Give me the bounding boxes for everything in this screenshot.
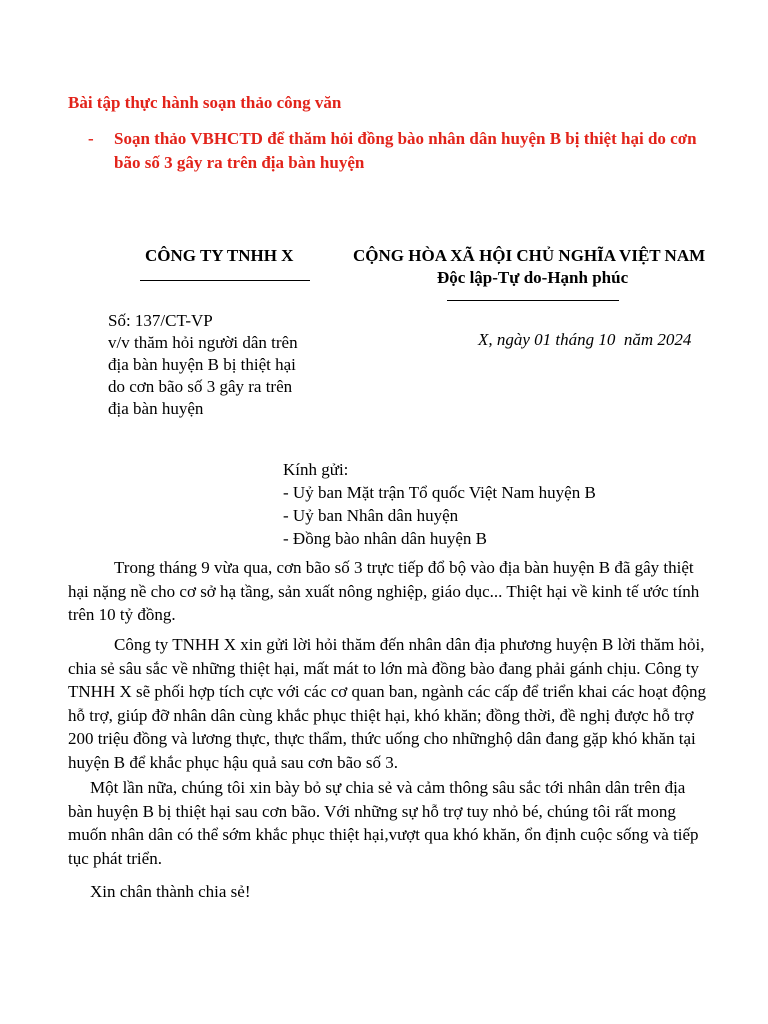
closing-line: Xin chân thành chia sẻ! <box>90 882 251 901</box>
exercise-task-bullet: - <box>88 129 94 148</box>
national-motto: Độc lập-Tự do-Hạnh phúc <box>437 268 629 287</box>
recipient-item: - Đồng bào nhân dân huyện B <box>283 529 487 548</box>
company-name: CÔNG TY TNHH X <box>145 246 294 265</box>
recipient-item: - Uỷ ban Nhân dân huyện <box>283 506 459 525</box>
exercise-task-text: Soạn thảo VBHCTD để thăm hỏi đồng bào nhân dân huyện B bị thiệt hại do cơn bão số 3 gây ra trên địa bàn huyện <box>114 129 697 172</box>
recipient-item: - Uỷ ban Mặt trận Tổ quốc Việt Nam huyện B <box>283 483 596 502</box>
document-subject-line: địa bàn huyện B bị thiệt hại <box>108 355 296 374</box>
exercise-task <box>88 127 708 175</box>
body-paragraph: Công ty TNHH X xin gửi lời hỏi thăm đến nhân dân địa phương huyện B lời thăm hỏi, chia sẻ sâu sắc về những thiệt hại, mất mát to lớn mà đồng bào đang phải gánh chịu. Công ty TNHH X sẽ phối hợp tích cực với các cơ quan ban, ngành các cấp để triển khai các hoạt động hỗ trợ, giúp đỡ nhân dân cùng khắc phục thiệt hại, khó khăn; đồng thời, đề nghị được hỗ trợ 200 triệu đồng và lương thực, thực thẩm, thức uống cho nhữnghộ dân đang gặp khó khăn tại huyện B để khắc phục hậu quả sau cơn bão số 3. <box>68 635 707 772</box>
document-number: Số: 137/CT-VP <box>108 311 213 330</box>
company-underline <box>140 280 310 281</box>
document-subject <box>108 332 338 420</box>
recipients-block <box>283 458 596 550</box>
body-paragraph: Trong tháng 9 vừa qua, cơn bão số 3 trực tiếp đổ bộ vào địa bàn huyện B đã gây thiệt hại nặng nề cho cơ sở hạ tầng, sản xuất nông nghiệp, giáo dục... Thiệt hại về kinh tế ước tính trên 10 tỷ đồng. <box>68 558 700 624</box>
place-and-date: X, ngày 01 tháng 10 năm 2024 <box>478 330 692 349</box>
document-subject-line: v/v thăm hỏi người dân trên <box>108 333 298 352</box>
document-subject-line: do cơn bão số 3 gây ra trên <box>108 377 293 396</box>
body-paragraph: Một lần nữa, chúng tôi xin bày bỏ sự chia sẻ và cảm thông sâu sắc tới nhân dân trên địa bàn huyện B bị thiệt hại sau cơn bão. Với những sự hỗ trợ tuy nhỏ bé, chúng tôi rất mong muốn nhân dân có thể sớm khắc phục thiệt hại,vượt qua khó khăn, ổn định cuộc sống và tiếp tục phát triển. <box>68 778 699 868</box>
document-subject-line: địa bàn huyện <box>108 399 204 418</box>
exercise-title: Bài tập thực hành soạn thảo công văn <box>68 93 342 112</box>
motto-underline <box>447 300 619 301</box>
recipients-heading: Kính gửi: <box>283 460 349 479</box>
national-title: CỘNG HÒA XÃ HỘI CHỦ NGHĨA VIỆT NAM <box>353 246 706 265</box>
